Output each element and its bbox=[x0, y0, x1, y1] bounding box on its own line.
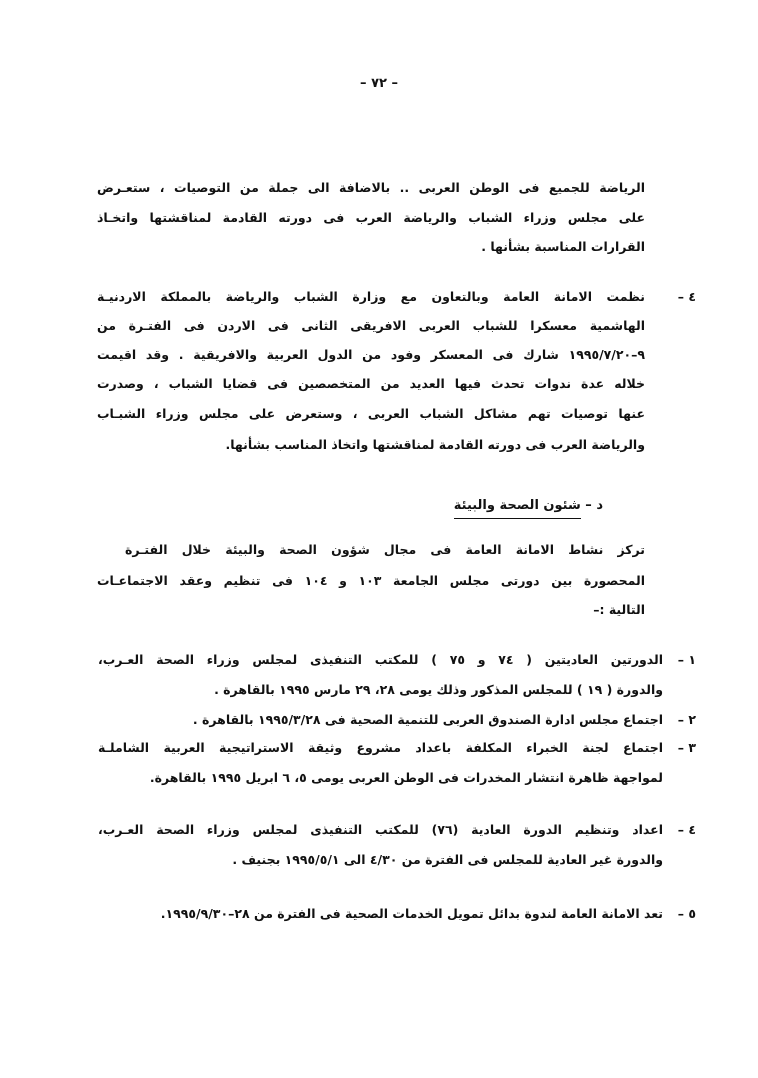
item-number: ٥ – bbox=[677, 906, 696, 921]
list-item-line: والدورة غير العادية للمجلس فى الفترة من ٤/٣٠ الى ١٩٩٥/٥/١ بجنيف . bbox=[232, 852, 663, 867]
section-intro-line: تركز نشاط الامانة العامة فى مجال شؤون الصحة والبيئة خلال الفتـرة bbox=[125, 542, 645, 557]
section-intro-line: التالية :– bbox=[593, 602, 645, 617]
item-4-line: خلاله عدة ندوات تحدث فيها العديد من المتخصصين فى قضايا الشباب ، وصدرت bbox=[97, 376, 645, 391]
item-4-line: الهاشمية معسكرا للشباب العربى الافريقى الثانى فى الاردن فى الفتـرة من bbox=[97, 318, 645, 333]
intro-line: على مجلس وزراء الشباب والرياضة العرب فى دورته القادمة لمناقشتها واتخـاذ bbox=[97, 210, 645, 225]
item-number: ٤ – bbox=[677, 822, 696, 837]
item-4-line: والرياضة العرب فى دورته القادمة لمناقشتها واتخاذ المناسب بشأنها. bbox=[225, 437, 645, 452]
intro-line: القرارات المناسبة بشأنها . bbox=[481, 239, 645, 254]
item-4-line: عنها توصيات تهم مشاكل الشباب العربى ، وستعرض على مجلس وزراء الشبـاب bbox=[97, 406, 645, 421]
item-number: ٤ – bbox=[677, 289, 696, 304]
page-number: – ٧٢ – bbox=[360, 76, 398, 91]
list-item-line: تعد الامانة العامة لندوة بدائل تمويل الخدمات الصحية فى الفترة من ٢٨–١٩٩٥/٩/٣٠. bbox=[160, 906, 663, 921]
list-item-line: الدورتين العاديتين ( ٧٤ و ٧٥ ) للمكتب التنفيذى لمجلس وزراء الصحة العـرب، bbox=[98, 652, 663, 667]
list-item-line: اجتماع مجلس ادارة الصندوق العربى للتنمية الصحية فى ١٩٩٥/٣/٢٨ بالقاهرة . bbox=[192, 712, 663, 727]
item-4-line: ٩–١٩٩٥/٧/٢٠ شارك فى المعسكر وفود من الدول العربية والافريقية . وقد اقيمت bbox=[97, 347, 645, 362]
section-letter: د – bbox=[585, 498, 603, 513]
list-item-line: لمواجهة ظاهرة انتشار المخدرات فى الوطن العربى يومى ٥، ٦ ابريل ١٩٩٥ بالقاهرة. bbox=[149, 770, 663, 785]
section-title: شئون الصحة والبيئة bbox=[454, 498, 581, 519]
list-item-line: اجتماع لجنة الخبراء المكلفة باعداد مشروع وثيقة الاستراتيجية العربية الشاملـة bbox=[98, 740, 663, 755]
item-number: ١ – bbox=[677, 652, 696, 667]
intro-line: الرياضة للجميع فى الوطن العربى .. بالاضافة الى جملة من التوصيات ، ستعـرض bbox=[97, 180, 645, 195]
list-item-line: والدورة ( ١٩ ) للمجلس المذكور وذلك يومى ٢٨، ٢٩ مارس ١٩٩٥ بالقاهرة . bbox=[214, 682, 663, 697]
section-intro-line: المحصورة بين دورتى مجلس الجامعة ١٠٣ و ١٠٤ فى تنظيم وعقد الاجتماعـات bbox=[97, 573, 645, 588]
section-heading bbox=[454, 498, 603, 513]
item-number: ٢ – bbox=[677, 712, 696, 727]
list-item-line: اعداد وتنظيم الدورة العادية (٧٦) للمكتب التنفيذى لمجلس وزراء الصحة العـرب، bbox=[98, 822, 663, 837]
item-4-line: نظمت الامانة العامة وبالتعاون مع وزارة الشباب والرياضة بالمملكة الاردنيـة bbox=[97, 289, 645, 304]
item-number: ٣ – bbox=[677, 740, 696, 755]
